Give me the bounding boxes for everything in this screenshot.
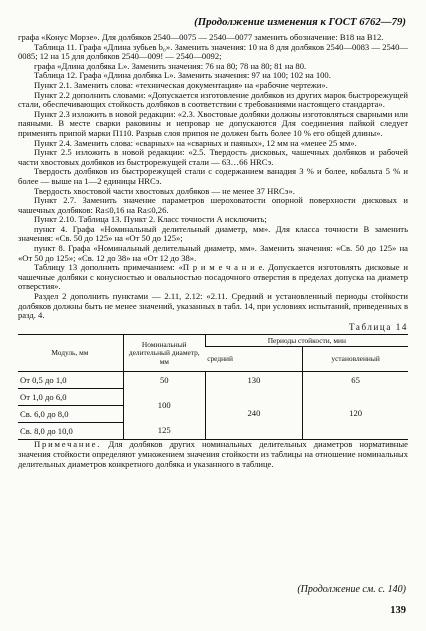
header-module: Модуль, мм [18, 335, 123, 372]
paragraph: Твердость долбяков из быстрорежущей стали с содержанием ванадия 3 % и более, кобальта 5 % и более — выше на 1—2 единицы HRCэ. [18, 166, 408, 186]
paragraph: Пункт 2.4. Заменить слова: «сварных» на «сварных и паяных», 12 мм на «менее 25 мм». [34, 137, 357, 148]
paragraph: Пункт 2.1. Заменить слова: «техническая документация» на «рабочие чертежи». [34, 79, 328, 90]
durability-table [18, 334, 408, 440]
cell-mean: 130 [205, 372, 303, 389]
paragraph: Твердость хвостовой части хвостовых долбяков — не менее 37 HRCэ». [34, 185, 295, 196]
cell-module: От 1,0 до 6,0 [18, 389, 123, 406]
cell-module: От 0,5 до 1,0 [18, 372, 123, 389]
paragraph: графа «Длина долбяка L». Заменить значения: 76 на 80; 78 на 80; 81 на 80. [34, 60, 307, 71]
paragraph: Пункт 2.10. Таблица 13. Пункт 2. Класс точности А исключить; [34, 214, 267, 225]
paragraph: Таблицу 13 дополнить примечанием: «П р и м е ч а н и е. Допускается изготовлять дисковые и чашечные долбяки с конусностью и овальностью посадочного отверстия в пределах допуска на диаметр отверстия». [18, 262, 408, 292]
paragraph: Пункт 2.5 изложить в новой редакции: «2.5. Твердость дисковых, чашечных долбяков и рабочей части хвостовых долбяков из быстрорежущей стали — 63…66 HRCэ. [18, 147, 408, 167]
paragraph: графа «Конус Морзе». Для долбяков 2540—0075 — 2540—0077 заменить обозначение: B18 на B12. [18, 32, 384, 42]
cell-diameter: 100 [123, 389, 205, 423]
cell-mean: 240 [205, 389, 303, 440]
header-established: установленный [303, 347, 408, 372]
cell-diameter: 125 [123, 423, 205, 440]
paragraph: Раздел 2 дополнить пунктами — 2.11, 2.12: «2.11. Средний и установленный периоды стойкости долбяков должны быть не менее значений, указанных в табл. 14, при условиях испытаний, приведенных в разд. 4. [18, 291, 408, 321]
note-label: Примечание. [34, 439, 102, 450]
note-text: Для долбяков других номинальных делительных диаметров нормативные значения стойкости определяют умножением значения стойкости из таблицы на отношение номинальных делительных диаметров конкретного долбяка и указанного в таблице. [18, 439, 408, 469]
paragraph: Пункт 2.3 изложить в новой редакции: «2.3. Хвостовые долбяки должны изготовляться сварными или паяными. В месте сварки раковины и непровар не допускаются Для соединения пайкой следует применять припой марки П110. Разрыв слоя припоя не должен быть более 10 % его общей длины». [18, 108, 408, 138]
table-row [18, 389, 408, 406]
cell-module: Св. 8,0 до 10,0 [20, 425, 73, 436]
paragraph: Таблица 12. Графа «Длина долбяка L». Заменить значения: 97 на 100; 102 на 100. [34, 70, 331, 81]
cell-established: 120 [303, 389, 408, 440]
paragraph: Пункт 2.7. Заменить значение параметров шероховатости опорной поверхности дисковых и чашечных долбяков: Ra≤0,16 на Ra≤0,26. [18, 195, 408, 215]
paragraph: пункт 8. Графа «Номинальный делительный диаметр, мм». Заменить значения: «Св. 50 до 125» на «От 50 до 125»; «Св. 12 до 38» на «От 12 до 38». [18, 243, 408, 263]
table-caption: Таблица 14 [349, 321, 408, 332]
cell-diameter: 50 [123, 372, 205, 389]
paragraph: Пункт 2.2 дополнить словами: «Допускается изготовление долбяков из других марок быстрорежущей стали, обеспечивающих стойкость долбяков в соответствии с требованиями настоящего стандарта». [18, 89, 408, 110]
document-body [18, 33, 408, 469]
page-number: 139 [390, 605, 406, 616]
paragraph: Таблица 11. Графа «Длина зубьев b₀». Заменить значения: 10 на 8 для долбяков 2540—0083 — 2540—0085; 12 на 15 для долбяков 2540—009! — 2540—0092; [18, 41, 408, 62]
continuation-header: (Продолжение изменения к ГОСТ 6762—79) [194, 16, 406, 28]
cell-established: 65 [303, 372, 408, 389]
table-note [18, 440, 408, 469]
paragraph: пункт 4. Графа «Номинальный делительный диаметр, мм». Для класса точности В заменить значения: «Св. 50 до 125» на «От 50 до 125»; [18, 223, 408, 244]
header-mean: средний [205, 347, 303, 372]
header-periods: Периоды стойкости, мин [205, 335, 408, 347]
table-row [18, 372, 408, 389]
continuation-footer: (Продолжение см. с. 140) [297, 584, 406, 595]
cell-module: Св. 6,0 до 8,0 [18, 406, 123, 423]
header-diameter: Номинальный делительный диаметр, мм [123, 335, 205, 372]
